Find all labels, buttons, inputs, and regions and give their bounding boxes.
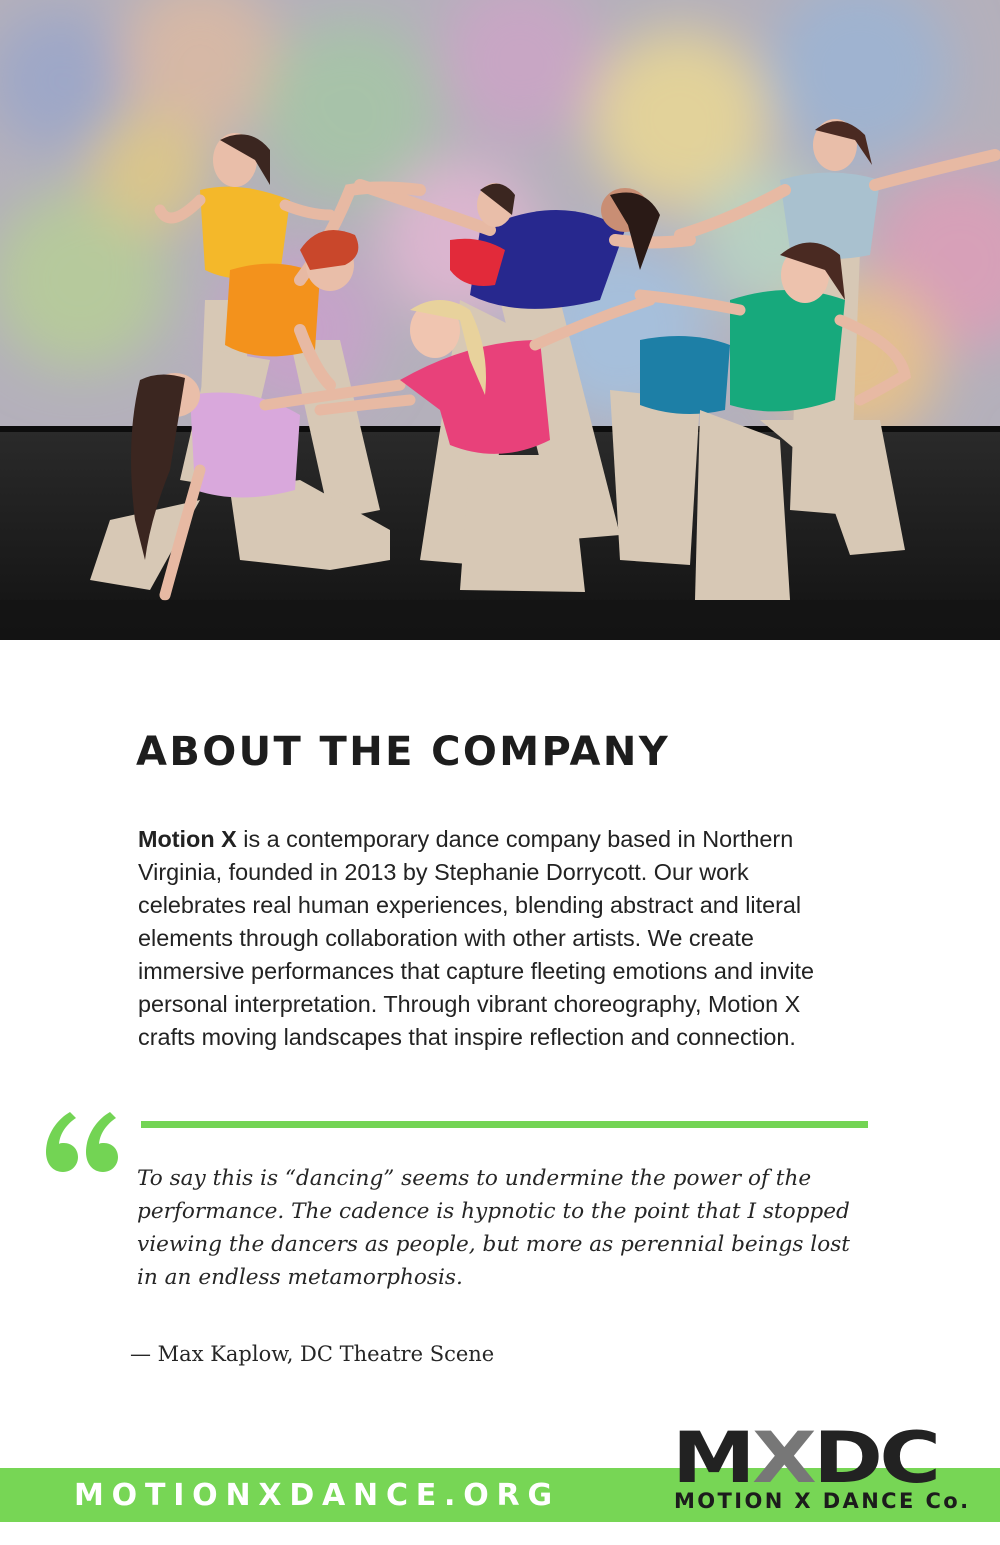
logo-letter-m: M — [672, 1417, 753, 1499]
hero-photo — [0, 0, 1000, 640]
website-link[interactable]: MOTIONXDANCE.ORG — [74, 1478, 560, 1513]
about-heading: ABOUT THE COMPANY — [136, 729, 671, 775]
about-body — [138, 823, 850, 1054]
logo-letters-dc: DC — [813, 1417, 938, 1499]
dancers-photo-illustration — [0, 0, 1000, 640]
logo-mark — [672, 1417, 938, 1499]
quote-divider — [141, 1121, 868, 1128]
company-name: Motion X — [138, 826, 237, 852]
quote-attribution: — Max Kaplow, DC Theatre Scene — [130, 1342, 495, 1366]
logo-letter-x: X — [752, 1417, 814, 1499]
mxdc-logo — [664, 1417, 974, 1518]
about-body-text: is a contemporary dance company based in Northern Virginia, founded in 2013 by Stephanie Dorrycott. Our work celebrates real human experiences, blending abstract and literal elements through collaboration with other artists. We create immersive performances that capture fleeting emotions and invite personal interpretation. Through vibrant choreography, Motion X crafts moving landscapes that inspire reflection and connection. — [138, 826, 815, 1050]
quotation-mark-icon — [40, 1100, 120, 1190]
logo-subtitle: MOTION X DANCE Co. — [674, 1489, 971, 1513]
testimonial-quote: To say this is “dancing” seems to undermine the power of the performance. The cadence is hypnotic to the point that I stopped viewing the dancers as people, but more as perennial beings lost in an endless metamorphosis. — [137, 1166, 850, 1290]
